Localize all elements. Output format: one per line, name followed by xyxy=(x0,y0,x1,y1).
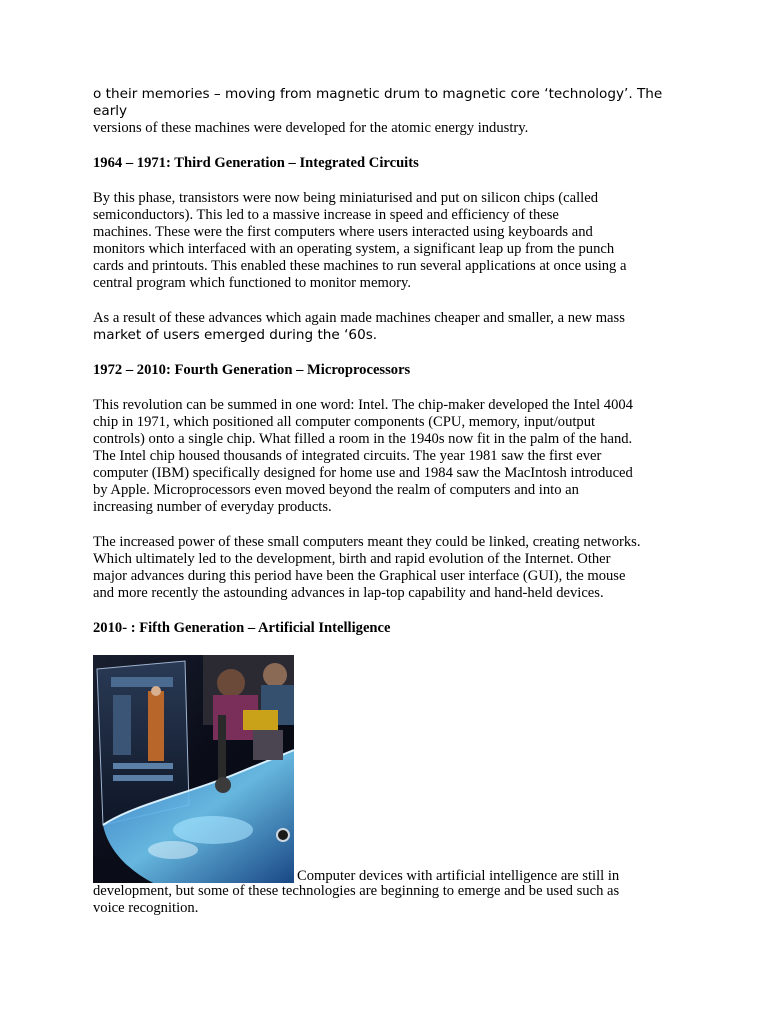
text-line: cards and printouts. This enabled these machines to run several applications at once using a xyxy=(93,258,627,274)
ai-photo-block xyxy=(93,655,683,883)
text-line: major advances during this period have been the Graphical user interface (GUI), the mouse xyxy=(93,568,626,584)
text-line: Which ultimately led to the development, birth and rapid evolution of the Internet. Other xyxy=(93,551,611,567)
fifth-generation-paragraph xyxy=(93,883,683,917)
text-line: The Intel chip housed thousands of integrated circuits. The year 1981 saw the first ever xyxy=(93,448,602,464)
mass-market-paragraph xyxy=(93,310,683,344)
fifth-generation-heading: 2010- : Fifth Generation – Artificial Intelligence xyxy=(93,620,391,636)
text-line: The increased power of these small computers meant they could be linked, creating networks. xyxy=(93,534,641,550)
text-line: computer (IBM) specifically designed for home use and 1984 saw the MacIntosh introduced xyxy=(93,465,633,481)
intro-line-2: versions of these machines were developed for the atomic energy industry. xyxy=(93,120,529,136)
text-line: By this phase, transistors were now being miniaturised and put on silicon chips (called xyxy=(93,190,599,206)
ai-display-illustration xyxy=(93,655,294,883)
text-line: and more recently the astounding advances in lap-top capability and hand-held devices. xyxy=(93,585,604,601)
text-line: This revolution can be summed in one word: Intel. The chip-maker developed the Intel 4004 xyxy=(93,397,633,413)
text-line: As a result of these advances which again made machines cheaper and smaller, a new mass xyxy=(93,310,625,326)
intro-line-1: o their memories – moving from magnetic drum to magnetic core ‘technology’. The early xyxy=(93,86,663,119)
text-line: machines. These were the first computers where users interacted using keyboards and xyxy=(93,224,593,240)
document-page xyxy=(93,86,683,917)
third-generation-heading: 1964 – 1971: Third Generation – Integrated Circuits xyxy=(93,155,419,171)
text-line: monitors which interfaced with an operating system, a significant leap up from the punch xyxy=(93,241,615,257)
text-line: controls) onto a single chip. What filled a room in the 1940s now fit in the palm of the hand. xyxy=(93,431,633,447)
intro-paragraph xyxy=(93,86,683,137)
networks-paragraph xyxy=(93,534,683,602)
text-line: semiconductors). This led to a massive increase in speed and efficiency of these xyxy=(93,207,559,223)
fourth-generation-heading: 1972 – 2010: Fourth Generation – Microprocessors xyxy=(93,362,411,378)
text-line: development, but some of these technologies are beginning to emerge and be used such as xyxy=(93,883,620,899)
third-generation-paragraph xyxy=(93,190,683,292)
text-line: by Apple. Microprocessors even moved beyond the realm of computers and into an xyxy=(93,482,579,498)
ai-display-photo xyxy=(93,655,294,883)
ai-caption-inline: Computer devices with artificial intelligence are still in xyxy=(297,868,620,884)
text-line: market of users emerged during the ‘60s. xyxy=(93,327,378,343)
text-line: voice recognition. xyxy=(93,900,199,916)
fourth-generation-paragraph xyxy=(93,397,683,516)
text-line: increasing number of everyday products. xyxy=(93,499,332,515)
text-line: central program which functioned to monitor memory. xyxy=(93,275,411,291)
text-line: chip in 1971, which positioned all computer components (CPU, memory, input/output xyxy=(93,414,596,430)
